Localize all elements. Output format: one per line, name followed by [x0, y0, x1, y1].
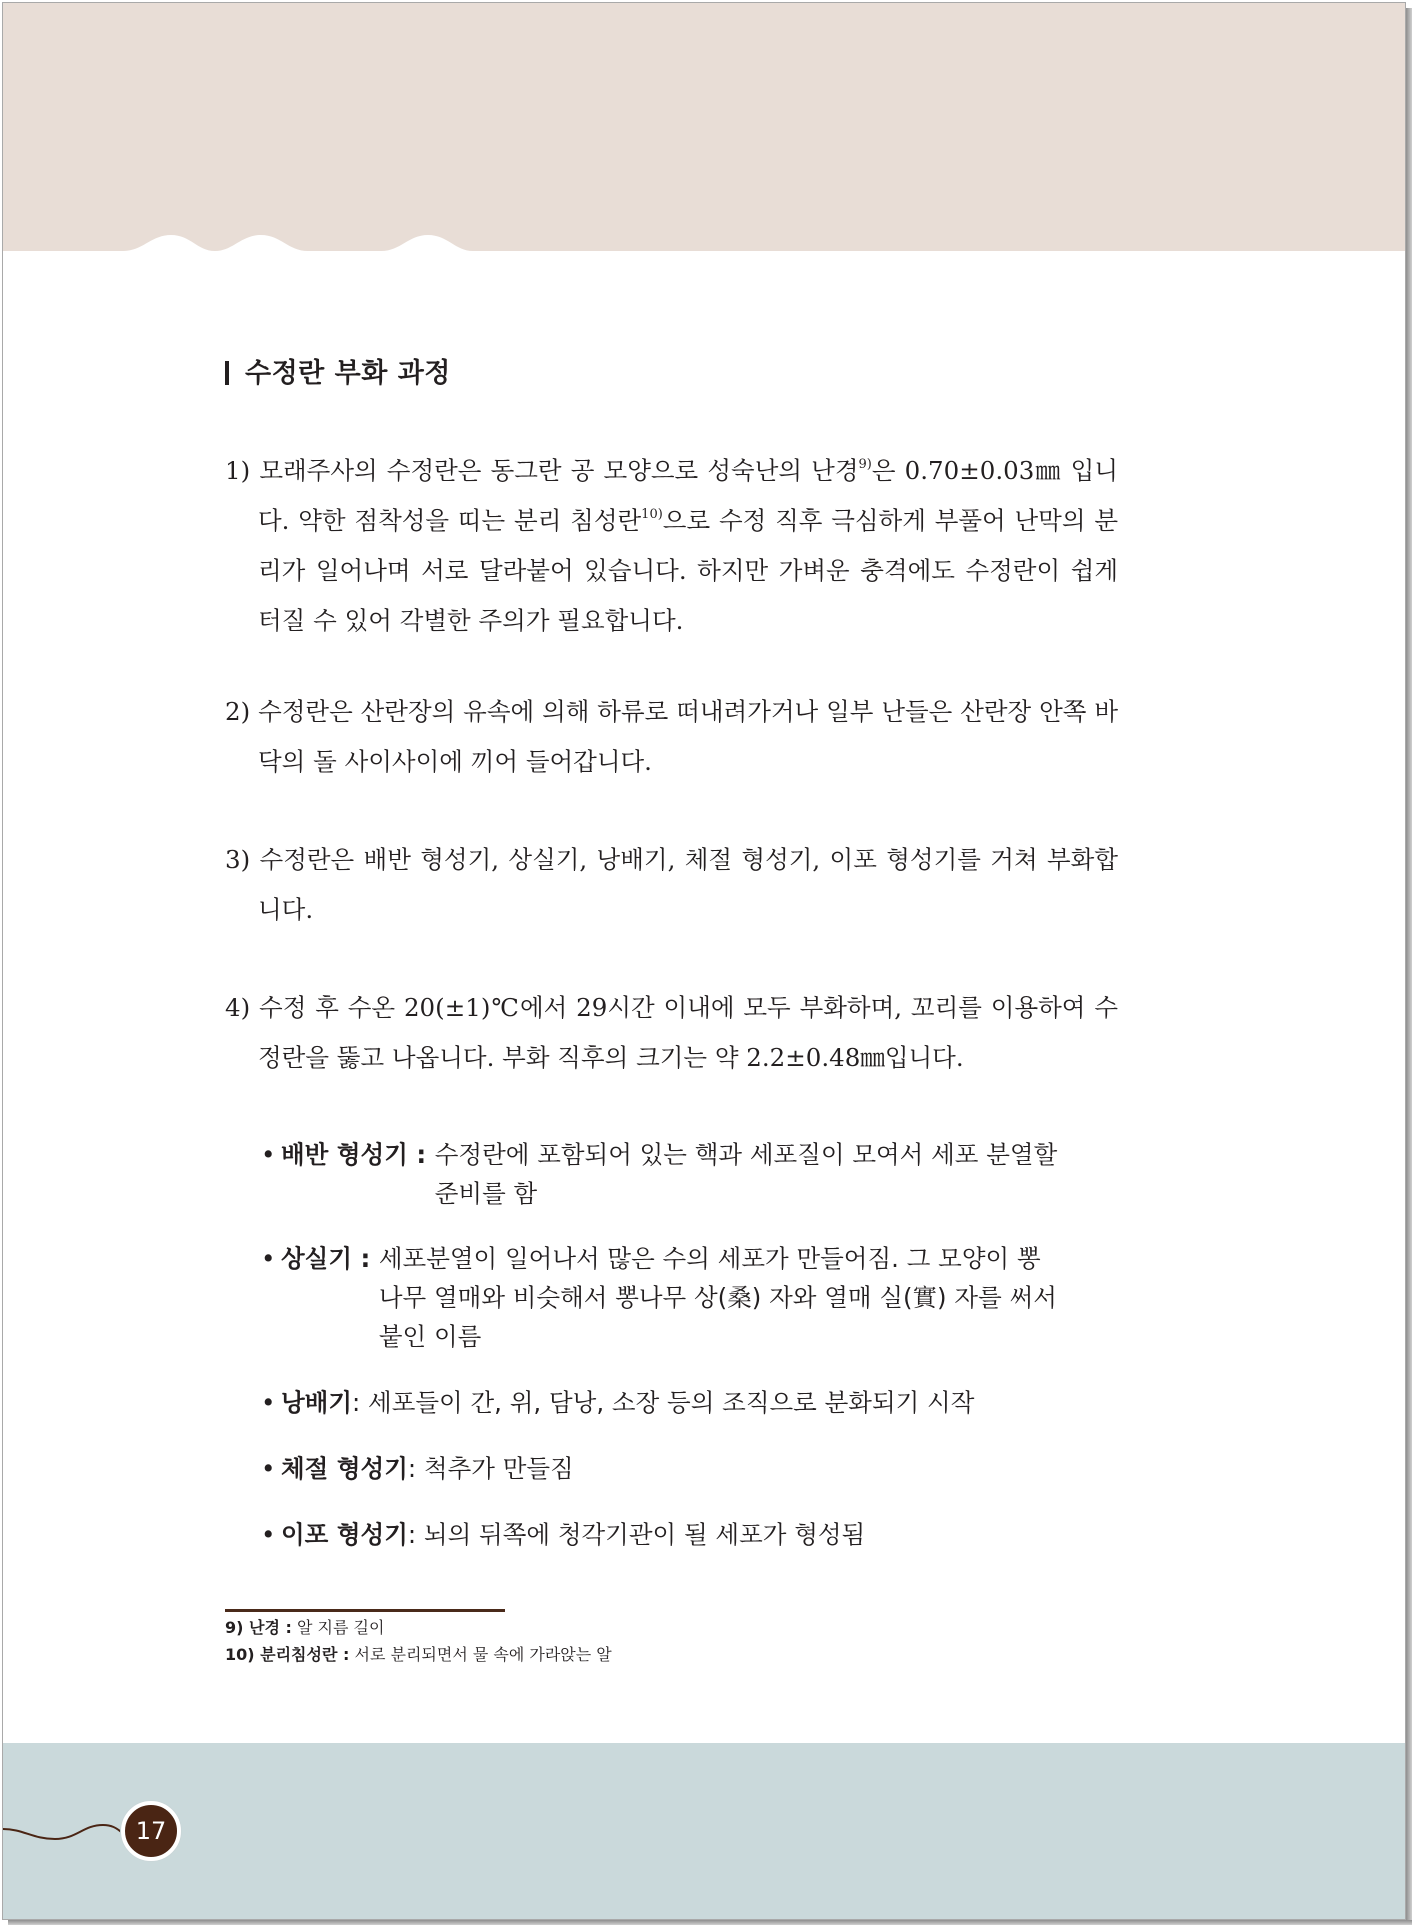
header-decoration: [3, 3, 1406, 263]
paragraph-text: 수정 후 수온 20(±1)℃에서 29시간 이내에 모두 부화하며, 꼬리를 이용하여 수정란을 뚫고 나옵니다. 부화 직후의 크기는 약 2.2±0.48㎜입니다.: [258, 993, 1118, 1072]
footnote-9: [225, 1617, 384, 1639]
stage-description: : 세포들이 간, 위, 담낭, 소장 등의 조직으로 분화되기 시작: [352, 1388, 975, 1417]
paragraph-2: [225, 687, 1118, 787]
footnote-label: 10) 분리침성란 :: [225, 1645, 350, 1664]
stage-term: 이포 형성기: [281, 1520, 408, 1549]
page-number-badge: [121, 1801, 181, 1861]
paragraph-text: 모래주사의 수정란은 동그란 공 모양으로 성숙난의 난경: [259, 456, 859, 485]
footnote-text: 서로 분리되면서 물 속에 가라앉는 알: [349, 1645, 612, 1664]
stage-term: 체절 형성기: [281, 1454, 408, 1483]
stage-item: [261, 1239, 1061, 1356]
stage-term: 배반 형성기 :: [281, 1140, 435, 1169]
stage-description: 수정란에 포함되어 있는 핵과 세포질이 모여서 세포 분열할 준비를 함: [434, 1140, 1058, 1208]
bullet-marker: •: [261, 1388, 276, 1417]
paragraph-text: 으로 수정 직후 극심하게 부풀어 난막의 분리가 일어나며 서로 달라붙어 있습니다. 하지만 가벼운 충격에도 수정란이 쉽게 터질 수 있어 각별한 주의가 필요합니다.: [258, 506, 1118, 635]
page-shadow: [8, 1920, 1412, 1925]
footnote-text: 알 지름 길이: [291, 1618, 385, 1637]
paragraph-3: [225, 835, 1118, 935]
document-page: [2, 2, 1406, 1920]
footnote-ref-9: 9): [858, 457, 872, 472]
paragraph-number: 3): [225, 845, 251, 874]
bullet-marker: •: [261, 1454, 276, 1483]
stage-item: [261, 1383, 1061, 1422]
stage-item: [261, 1449, 1061, 1488]
footnote-10: [225, 1644, 612, 1666]
footnote-ref-10: 10): [641, 507, 663, 522]
page-shadow: [1406, 8, 1412, 1922]
paragraph-4: [225, 983, 1118, 1083]
paragraph-text: 은 0.70±0.03㎜ 입니다. 약한 점착성을 띠는 분리 침성란: [258, 456, 1118, 535]
bullet-marker: •: [261, 1140, 276, 1169]
bullet-marker: •: [261, 1244, 276, 1273]
footnote-label: 9) 난경 :: [225, 1618, 292, 1637]
stage-item: [261, 1515, 1061, 1554]
paragraph-number: 2): [225, 697, 251, 726]
stage-description: : 뇌의 뒤쪽에 청각기관이 될 세포가 형성됨: [407, 1520, 866, 1549]
stage-term: 상실기 :: [281, 1244, 379, 1273]
stage-item: [261, 1135, 1061, 1213]
stage-term: 낭배기: [281, 1388, 353, 1417]
paragraph-text: 수정란은 산란장의 유속에 의해 하류로 떠내려가거나 일부 난들은 산란장 안쪽 바닥의 돌 사이사이에 끼어 들어갑니다.: [258, 697, 1118, 776]
paragraph-number: 1): [225, 456, 251, 485]
bullet-marker: •: [261, 1520, 276, 1549]
stage-description: : 척추가 만들짐: [407, 1454, 574, 1483]
section-title-text: 수정란 부화 과정: [245, 358, 451, 389]
footer-decoration: [3, 1743, 1406, 1920]
stage-description: 세포분열이 일어나서 많은 수의 세포가 만들어짐. 그 모양이 뽕나무 열매와 비슷해서 뽕나무 상(桑) 자와 열매 실(實) 자를 써서 붙인 이름: [378, 1244, 1057, 1351]
footnote-divider: [225, 1609, 505, 1612]
title-bar-marker: [225, 361, 229, 385]
page-number: 17: [135, 1817, 167, 1845]
paragraph-text: 수정란은 배반 형성기, 상실기, 낭배기, 체절 형성기, 이포 형성기를 거쳐 부화합니다.: [258, 845, 1118, 924]
paragraph-1: [225, 446, 1118, 646]
paragraph-number: 4): [225, 993, 251, 1022]
section-title: [225, 351, 451, 390]
